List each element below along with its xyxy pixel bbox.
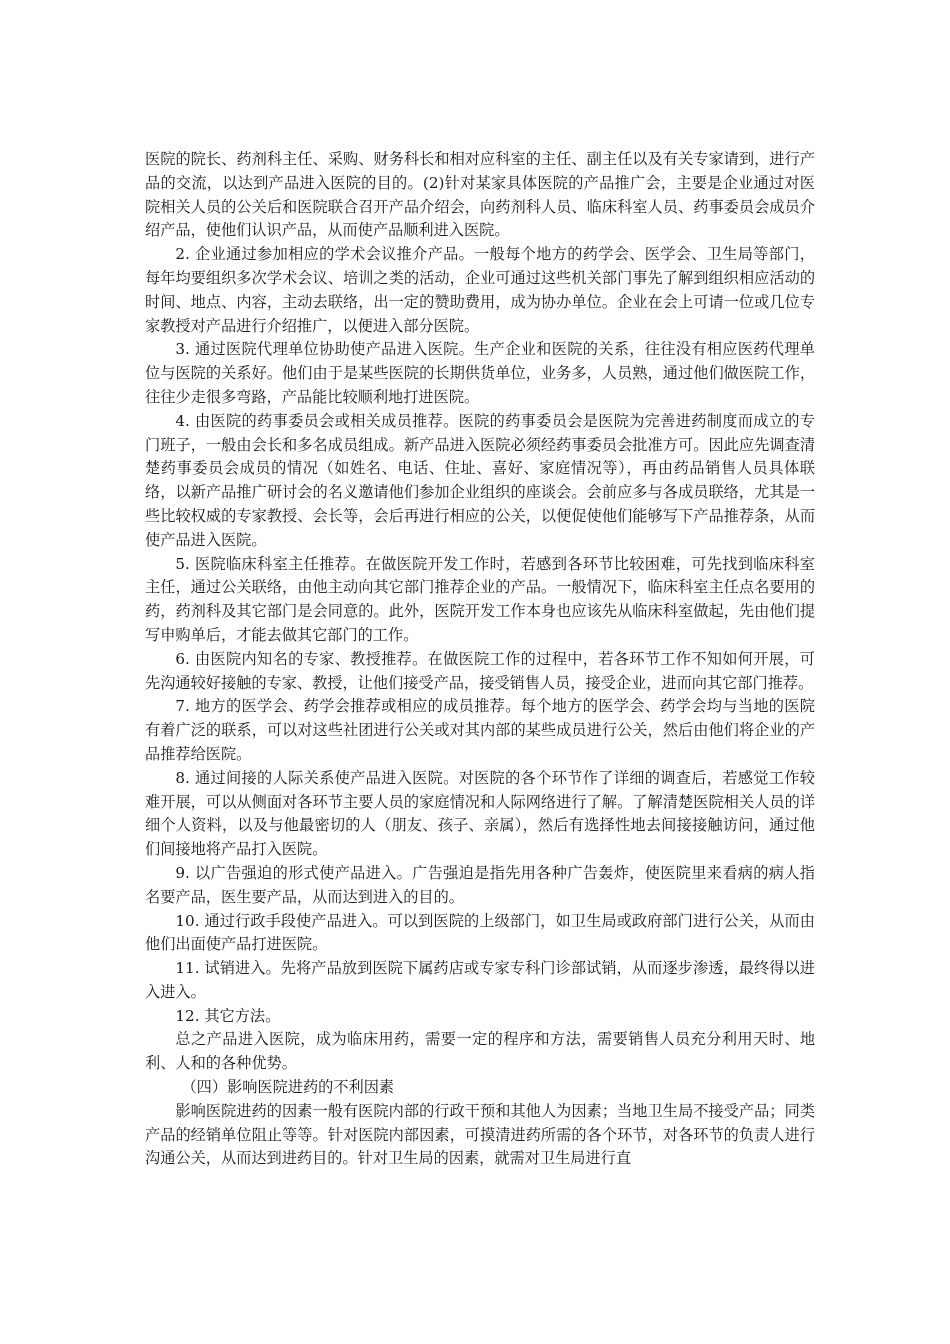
paragraph-item-2: 2. 企业通过参加相应的学术会议推介产品。一般每个地方的药学会、医学会、卫生局等部门，每年均要组织多次学术会议、培训之类的活动，企业可通过这些机关部门事先了解到组织相应活动的时间、地点、内容，主动去联络，出一定的赞助费用，成为协办单位。企业在会上可请一位或几位专家教授对产品进行介绍推广，以便进入部分医院。 — [145, 245, 815, 335]
paragraph-item-6: 6. 由医院内知名的专家、教授推荐。在做医院工作的过程中，若各环节工作不知如何开展，可先沟通较好接触的专家、教授，让他们接受产品，接受销售人员，接受企业，进而向其它部门推荐。 — [145, 649, 815, 692]
document-page — [145, 148, 815, 1171]
paragraph-item-4: 4. 由医院的药事委员会或相关成员推荐。医院的药事委员会是医院为完善进药制度而成立的专门班子，一般由会长和多名成员组成。新产品进入医院必须经药事委员会批准方可。因此应先调查清楚药事委员会成员的情况（如姓名、电话、住址、喜好、家庭情况等），再由药品销售人员具体联络，以新产品推广研讨会的名义邀请他们参加企业组织的座谈会。会前应多与各成员联络，尤其是一些比较权威的专家教授、会长等，会后再进行相应的公关，以便促使他们能够写下产品推荐条，从而使产品进入医院。 — [145, 411, 815, 549]
paragraph-item-10: 10. 通过行政手段使产品进入。可以到医院的上级部门，如卫生局或政府部门进行公关，从而由他们出面使产品打进医院。 — [145, 911, 815, 954]
paragraph-summary: 总之产品进入医院，成为临床用药，需要一定的程序和方法，需要销售人员充分利用天时、地利、人和的各种优势。 — [145, 1030, 815, 1073]
paragraph-factors: 影响医院进药的因素一般有医院内部的行政干预和其他人为因素；当地卫生局不接受产品；同类产品的经销单位阻止等等。针对医院内部因素，可摸清进药所需的各个环节，对各环节的负责人进行沟通公关，从而达到进药目的。针对卫生局的因素，就需对卫生局进行直 — [145, 1101, 815, 1168]
paragraph-item-11: 11. 试销进入。先将产品放到医院下属药店或专家专科门诊部试销，从而逐步渗透，最终得以进入进入。 — [145, 959, 815, 1001]
paragraph-continuation: 医院的院长、药剂科主任、采购、财务科长和相对应科室的主任、副主任以及有关专家请到，进行产品的交流，以达到产品进入医院的目的。(2)针对某家具体医院的产品推广会，主要是企业通过对医院相关人员的公关后和医院联合召开产品介绍会，向药剂科人员、临床科室人员、药事委员会成员介绍产品，使他们认识产品，从而使产品顺利进入医院。 — [145, 150, 815, 240]
paragraph-item-7: 7. 地方的医学会、药学会推荐或相应的成员推荐。每个地方的医学会、药学会均与当地的医院有着广泛的联系，可以对这些社团进行公关或对其内部的某些成员进行公关，然后由他们将企业的产品推荐给医院。 — [145, 697, 815, 763]
section-heading: （四）影响医院进药的不利因素 — [181, 1078, 395, 1097]
paragraph-item-5: 5. 医院临床科室主任推荐。在做医院开发工作时，若感到各环节比较困难，可先找到临床科室主任，通过公关联络，由他主动向其它部门推荐企业的产品。一般情况下，临床科室主任点名要用的药，药剂科及其它部门是会同意的。此外，医院开发工作本身也应该先从临床科室做起，先由他们提写申购单后，才能去做其它部门的工作。 — [145, 554, 815, 644]
paragraph-item-3: 3. 通过医院代理单位协助使产品进入医院。生产企业和医院的关系，往往没有相应医药代理单位与医院的关系好。他们由于是某些医院的长期供货单位，业务多，人员熟，通过他们做医院工作，往往少走很多弯路，产品能比较顺利地打进医院。 — [145, 340, 815, 406]
paragraph-item-8: 8. 通过间接的人际关系使产品进入医院。对医院的各个环节作了详细的调查后，若感觉工作较难开展，可以从侧面对各环节主要人员的家庭情况和人际网络进行了解。了解清楚医院相关人员的详细个人资料，以及与他最密切的人（朋友、孩子、亲属），然后有选择性地去间接接触访问，通过他们间接地将产品打入医院。 — [145, 768, 815, 859]
paragraph-item-9: 9. 以广告强迫的形式使产品进入。广告强迫是指先用各种广告轰炸，使医院里来看病的病人指名要产品，医生要产品，从而达到进入的目的。 — [145, 863, 815, 906]
paragraph-item-12: 12. 其它方法。 — [175, 1006, 281, 1025]
